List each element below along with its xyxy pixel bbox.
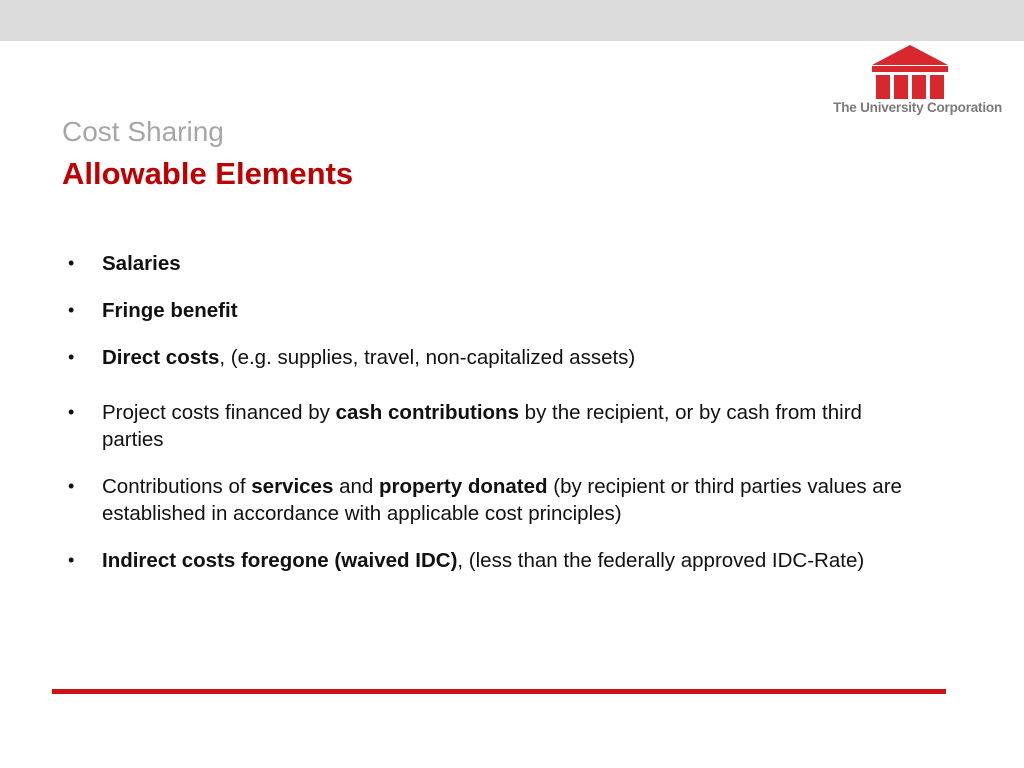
bullet-text: Contributions of [102, 475, 252, 498]
university-corporation-logo [810, 44, 1010, 124]
bullet-dot: • [68, 347, 75, 367]
bullet-dot: • [68, 300, 75, 320]
slide-subtitle: Cost Sharing [62, 116, 224, 147]
bullet-dot: • [68, 476, 75, 496]
bullet-strong: Direct costs [102, 346, 220, 369]
bullet-text: by the recipient, or by cash from third parties [102, 401, 862, 451]
list-item [60, 344, 910, 371]
bullet-list [60, 250, 910, 594]
bullet-strong: property donated [378, 475, 548, 498]
top-band [0, 0, 1024, 41]
bullet-strong: Salaries [102, 252, 181, 275]
list-item [60, 297, 910, 324]
logo-text: The University Corporation [833, 100, 1002, 115]
bullet-strong: cash contributions [335, 401, 519, 424]
building-icon [870, 44, 950, 100]
bullet-dot: • [68, 402, 75, 422]
bullet-text: and [333, 475, 379, 498]
list-item [60, 399, 910, 453]
bullet-dot: • [68, 253, 75, 273]
bullet-text: Project costs financed by [102, 401, 336, 424]
list-item [60, 473, 910, 527]
bullet-text: , (less than the federally approved IDC-Rate) [457, 549, 865, 572]
slide-title: Allowable Elements [62, 156, 354, 191]
bullet-strong: services [251, 475, 334, 498]
bullet-dot: • [68, 550, 75, 570]
list-item [60, 250, 910, 277]
bullet-strong: Fringe benefit [102, 299, 238, 322]
bullet-text: , (e.g. supplies, travel, non-capitalized assets) [219, 346, 636, 369]
bullet-text: (by recipient or third parties values are established in accordance with applicable cost principles) [102, 475, 902, 525]
bullet-strong: Indirect costs foregone (waived IDC) [102, 549, 458, 572]
bottom-divider [52, 689, 946, 694]
list-item [60, 547, 910, 574]
